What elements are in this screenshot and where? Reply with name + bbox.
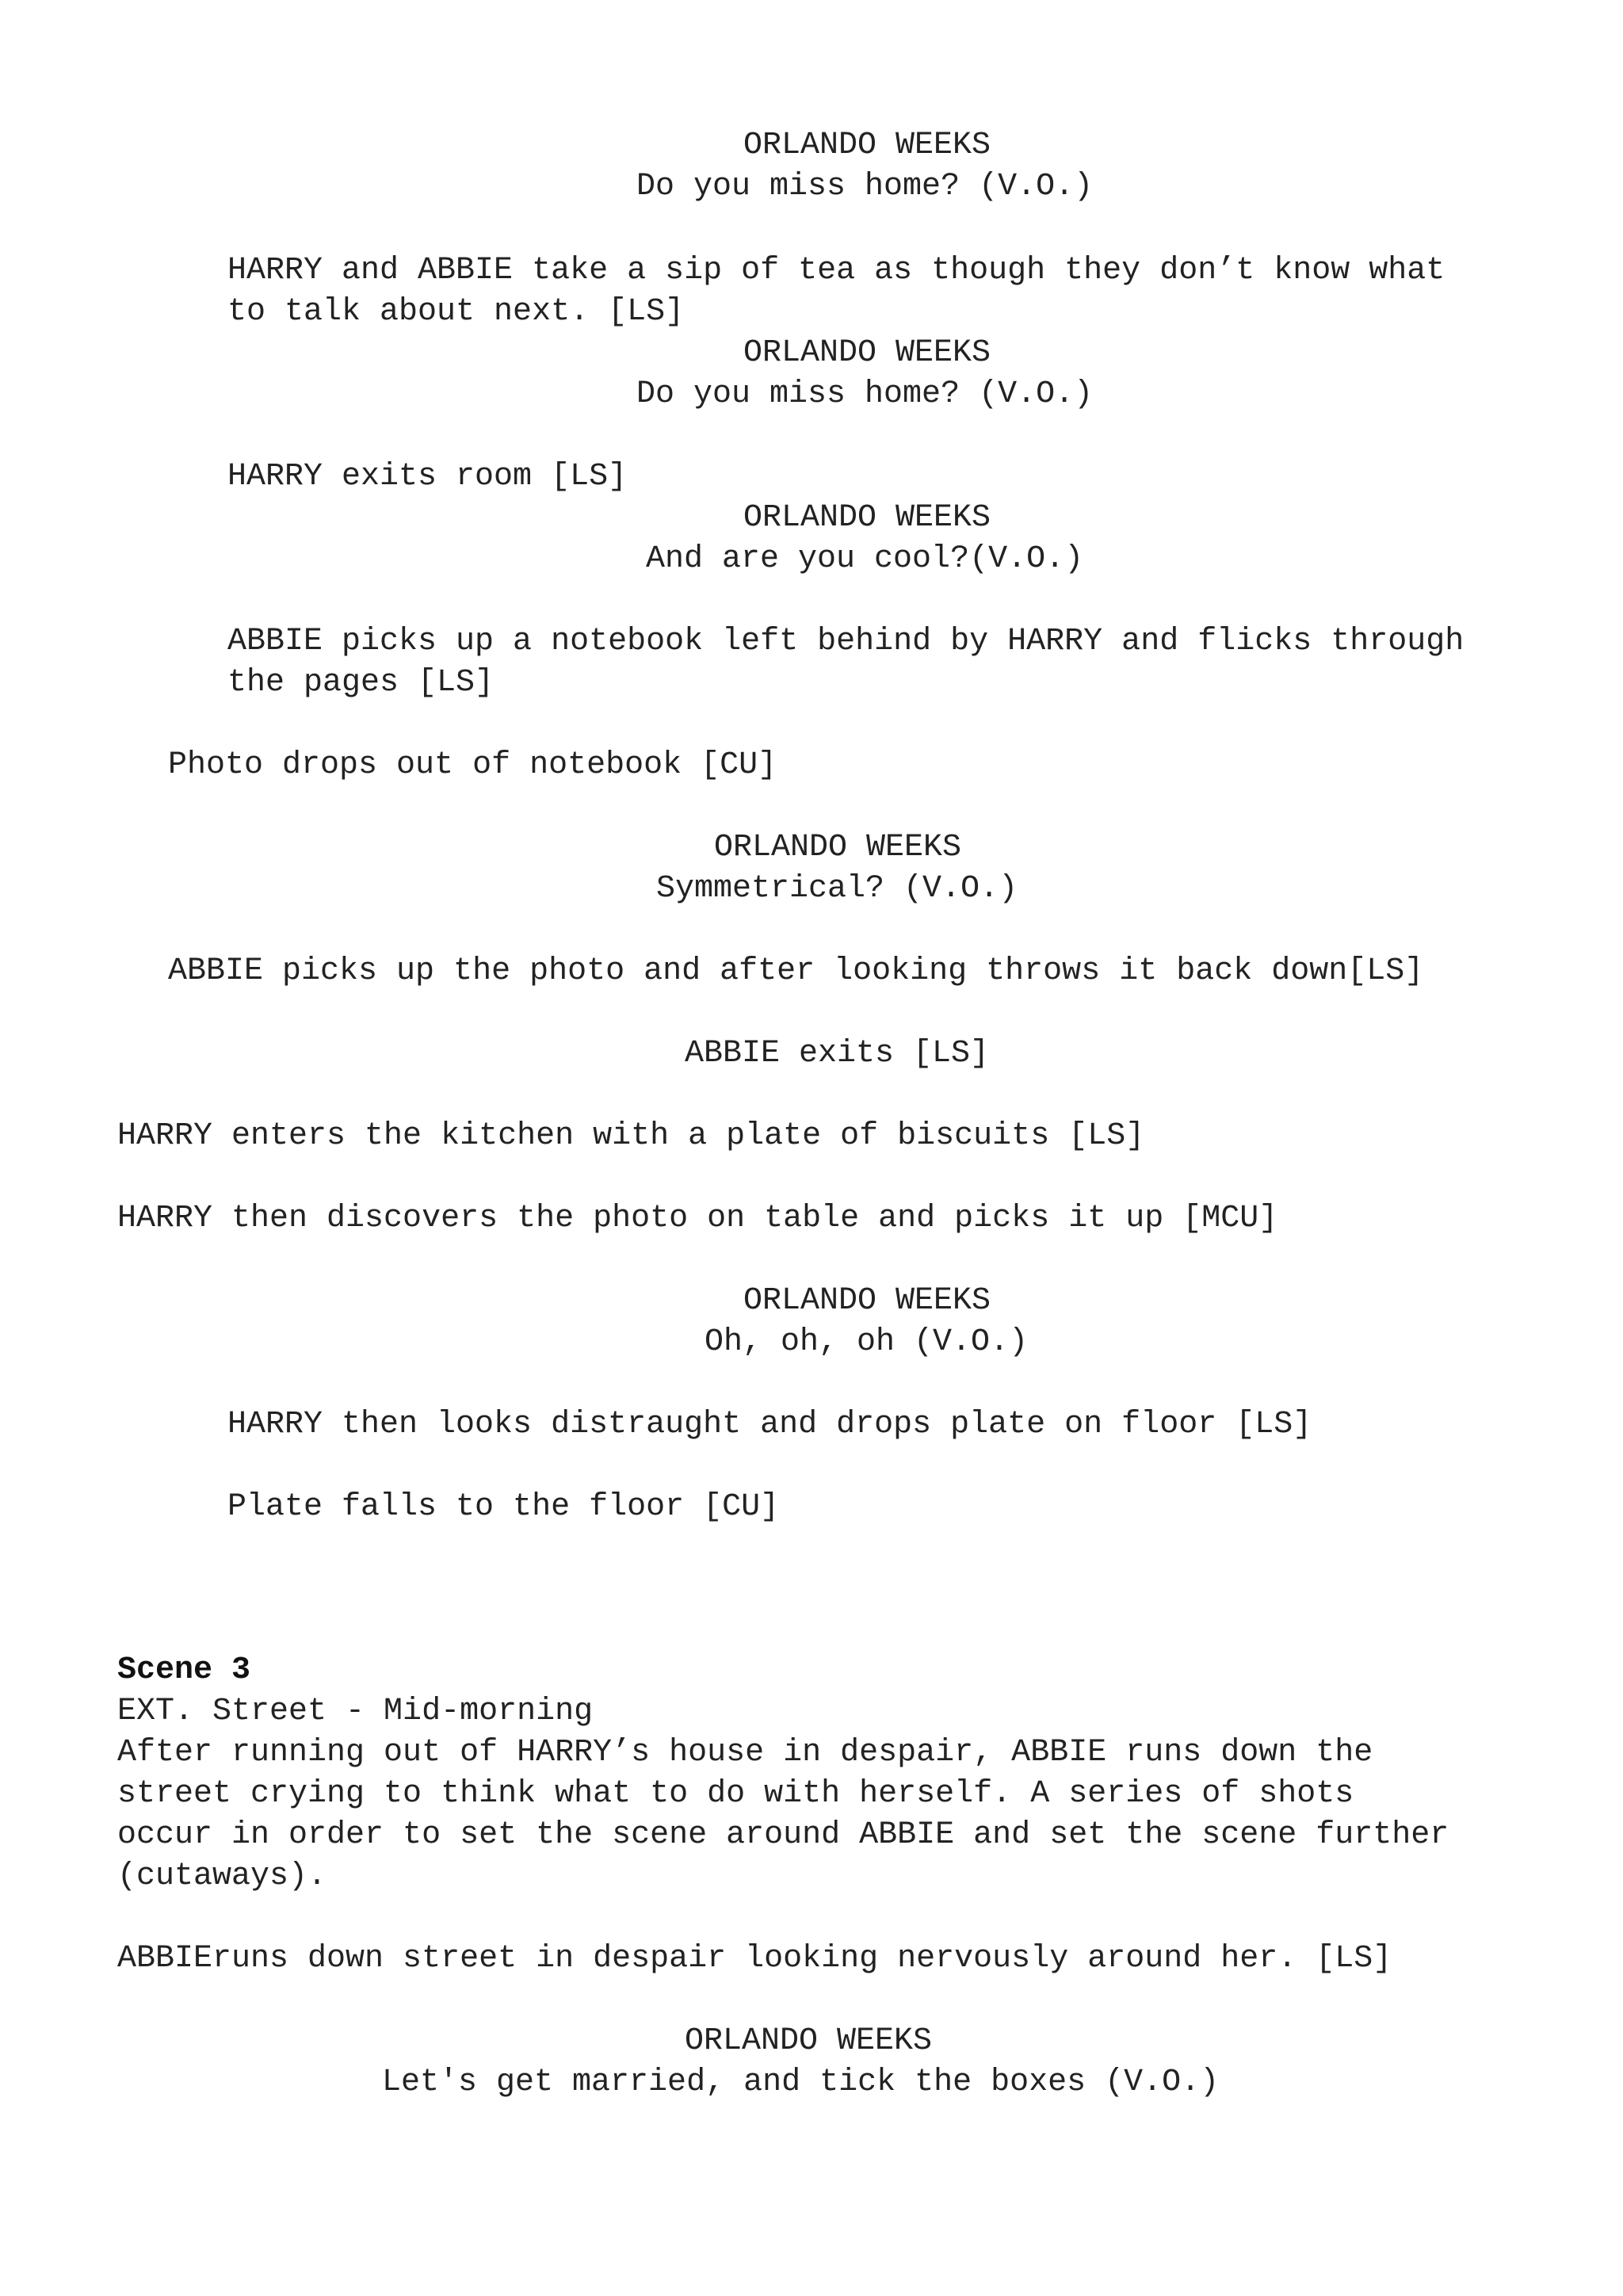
scene-slugline: EXT. Street - Mid-morning — [117, 1694, 594, 1729]
character-name: ORLANDO WEEKS — [743, 1283, 991, 1319]
action-line: ABBIE exits [LS] — [685, 1036, 990, 1072]
dialogue-line: Symmetrical? (V.O.) — [656, 871, 1018, 907]
action-line: HARRY enters the kitchen with a plate of biscuits [LS] — [117, 1118, 1145, 1154]
character-name: ORLANDO WEEKS — [743, 500, 991, 536]
action-line: HARRY then discovers the photo on table and picks it up [MCU] — [117, 1201, 1278, 1236]
scene-description-line: After running out of HARRY’s house in despair, ABBIE runs down the — [117, 1735, 1373, 1771]
action-line: ABBIE picks up a notebook left behind by HARRY and flicks through — [227, 624, 1465, 659]
action-line: Photo drops out of notebook [CU] — [168, 747, 777, 783]
dialogue-line: Let's get married, and tick the boxes (V.O.) — [382, 2065, 1220, 2100]
character-name: ORLANDO WEEKS — [714, 830, 962, 865]
action-line: ABBIE picks up the photo and after looking throws it back down[LS] — [168, 953, 1424, 989]
action-line: ABBIEruns down street in despair looking nervously around her. [LS] — [117, 1941, 1392, 1977]
scene-description-line: occur in order to set the scene around ABBIE and set the scene further — [117, 1817, 1449, 1853]
scene-heading: Scene 3 — [117, 1652, 251, 1688]
action-line: HARRY and ABBIE take a sip of tea as though they don’t know what — [227, 253, 1445, 288]
character-name: ORLANDO WEEKS — [685, 2023, 933, 2059]
dialogue-line: Do you miss home? (V.O.) — [636, 169, 1094, 204]
dialogue-line: Oh, oh, oh (V.O.) — [705, 1324, 1029, 1360]
action-line: Plate falls to the floor [CU] — [227, 1489, 780, 1525]
action-line: the pages [LS] — [227, 665, 495, 701]
scene-description-line: street crying to think what to do with herself. A series of shots — [117, 1776, 1354, 1812]
character-name: ORLANDO WEEKS — [743, 335, 991, 371]
action-line: to talk about next. [LS] — [227, 294, 685, 330]
character-name: ORLANDO WEEKS — [743, 128, 991, 163]
dialogue-line: Do you miss home? (V.O.) — [636, 376, 1094, 412]
scene-description-line: (cutaways). — [117, 1859, 327, 1894]
action-line: HARRY exits room [LS] — [227, 459, 628, 495]
dialogue-line: And are you cool?(V.O.) — [646, 541, 1084, 577]
action-line: HARRY then looks distraught and drops plate on floor [LS] — [227, 1407, 1312, 1442]
